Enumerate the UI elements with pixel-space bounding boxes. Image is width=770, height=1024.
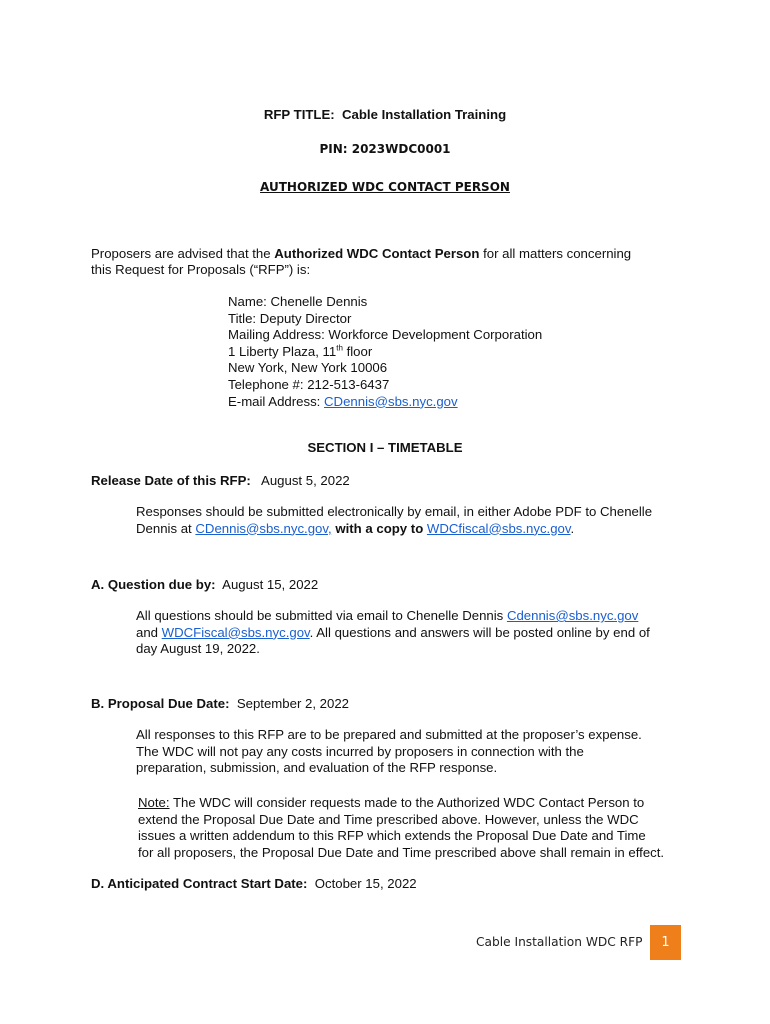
release-email-link-1[interactable]: CDennis@sbs.nyc.gov,	[195, 520, 332, 536]
question-email-link-1[interactable]: Cdennis@sbs.nyc.gov	[506, 608, 639, 623]
proposal-due-date: September 2, 2022	[236, 696, 349, 711]
rfp-title-label: RFP TITLE:	[263, 107, 335, 122]
intro-line-2: this Request for Proposals (“RFP”) is:	[91, 262, 311, 277]
contact-heading: AUTHORIZED WDC CONTACT PERSON	[260, 180, 510, 194]
rfp-title	[0, 107, 770, 124]
contract-start-label: D. Anticipated Contract Start Date:	[91, 876, 308, 891]
contact-email: E-mail Address: CDennis@sbs.nyc.gov	[228, 393, 458, 409]
authorized-contact-bold: Authorized WDC Contact Person	[274, 246, 480, 261]
release-email-link-2[interactable]: WDCfiscal@sbs.nyc.gov	[426, 520, 571, 536]
question-due-date: August 15, 2022	[222, 577, 319, 592]
release-date-label: Release Date of this RFP:	[91, 473, 251, 488]
release-date-value: August 5, 2022	[261, 473, 350, 488]
pin: PIN: 2023WDC0001	[319, 142, 451, 156]
contact-title: Title: Deputy Director	[228, 310, 352, 326]
contact-block	[228, 294, 542, 410]
page-number: 1	[650, 925, 681, 960]
contact-name: Name: Chenelle Dennis	[228, 294, 368, 309]
release-body: Responses should be submitted electronically by email, in either Adobe PDF to Chenelle Dennis at CDennis@sbs.nyc.gov, with a copy to WDCfiscal@sbs.nyc.gov.	[136, 504, 653, 536]
note-label: Note:	[138, 795, 170, 810]
proposal-due-row	[91, 696, 349, 713]
note-paragraph: Note: The WDC will consider requests made to the Authorized WDC Contact Person to extend the Proposal Due Date and Time prescribed above. However, unless the WDC issues a written addendum to this RFP which extends the Proposal Due Date and Time for all proposers, the Proposal Due Date and Time prescribed above shall remain in effect.	[138, 795, 665, 860]
contact-address-2: New York, New York 10006	[228, 360, 388, 376]
intro-line-1: Proposers are advised that the Authorized WDC Contact Person for all matters concerning	[91, 246, 632, 261]
contract-start-row	[91, 876, 417, 893]
contact-email-link[interactable]: CDennis@sbs.nyc.gov	[324, 393, 458, 409]
proposal-due-label: B. Proposal Due Date:	[91, 696, 230, 711]
contact-telephone: Telephone #: 212-513-6437	[228, 376, 390, 392]
question-due-body: All questions should be submitted via email to Chenelle Dennis Cdennis@sbs.nyc.gov and WDCFiscal@sbs.nyc.gov. All questions and answers will be posted online by end of day August 19, 2022.	[136, 608, 650, 657]
proposal-due-body: All responses to this RFP are to be prepared and submitted at the proposer’s expense. The WDC will not pay any costs incurred by proposers in connection with the preparation, submission, and evaluation of the RFP response.	[136, 727, 642, 776]
contact-mailing: Mailing Address: Workforce Development Corporation	[228, 327, 543, 343]
contract-start-date: October 15, 2022	[314, 876, 417, 891]
release-date-row	[91, 473, 350, 490]
contact-address-1: 1 Liberty Plaza, 11th floor	[228, 343, 373, 359]
question-email-link-2[interactable]: WDCFiscal@sbs.nyc.gov	[161, 624, 310, 640]
footer-text: Cable Installation WDC RFP	[476, 935, 643, 949]
question-due-row	[91, 577, 318, 594]
rfp-title-value: Cable Installation Training	[342, 107, 507, 122]
question-due-label: A. Question due by:	[91, 577, 216, 592]
section-heading: SECTION I – TIMETABLE	[307, 440, 463, 455]
